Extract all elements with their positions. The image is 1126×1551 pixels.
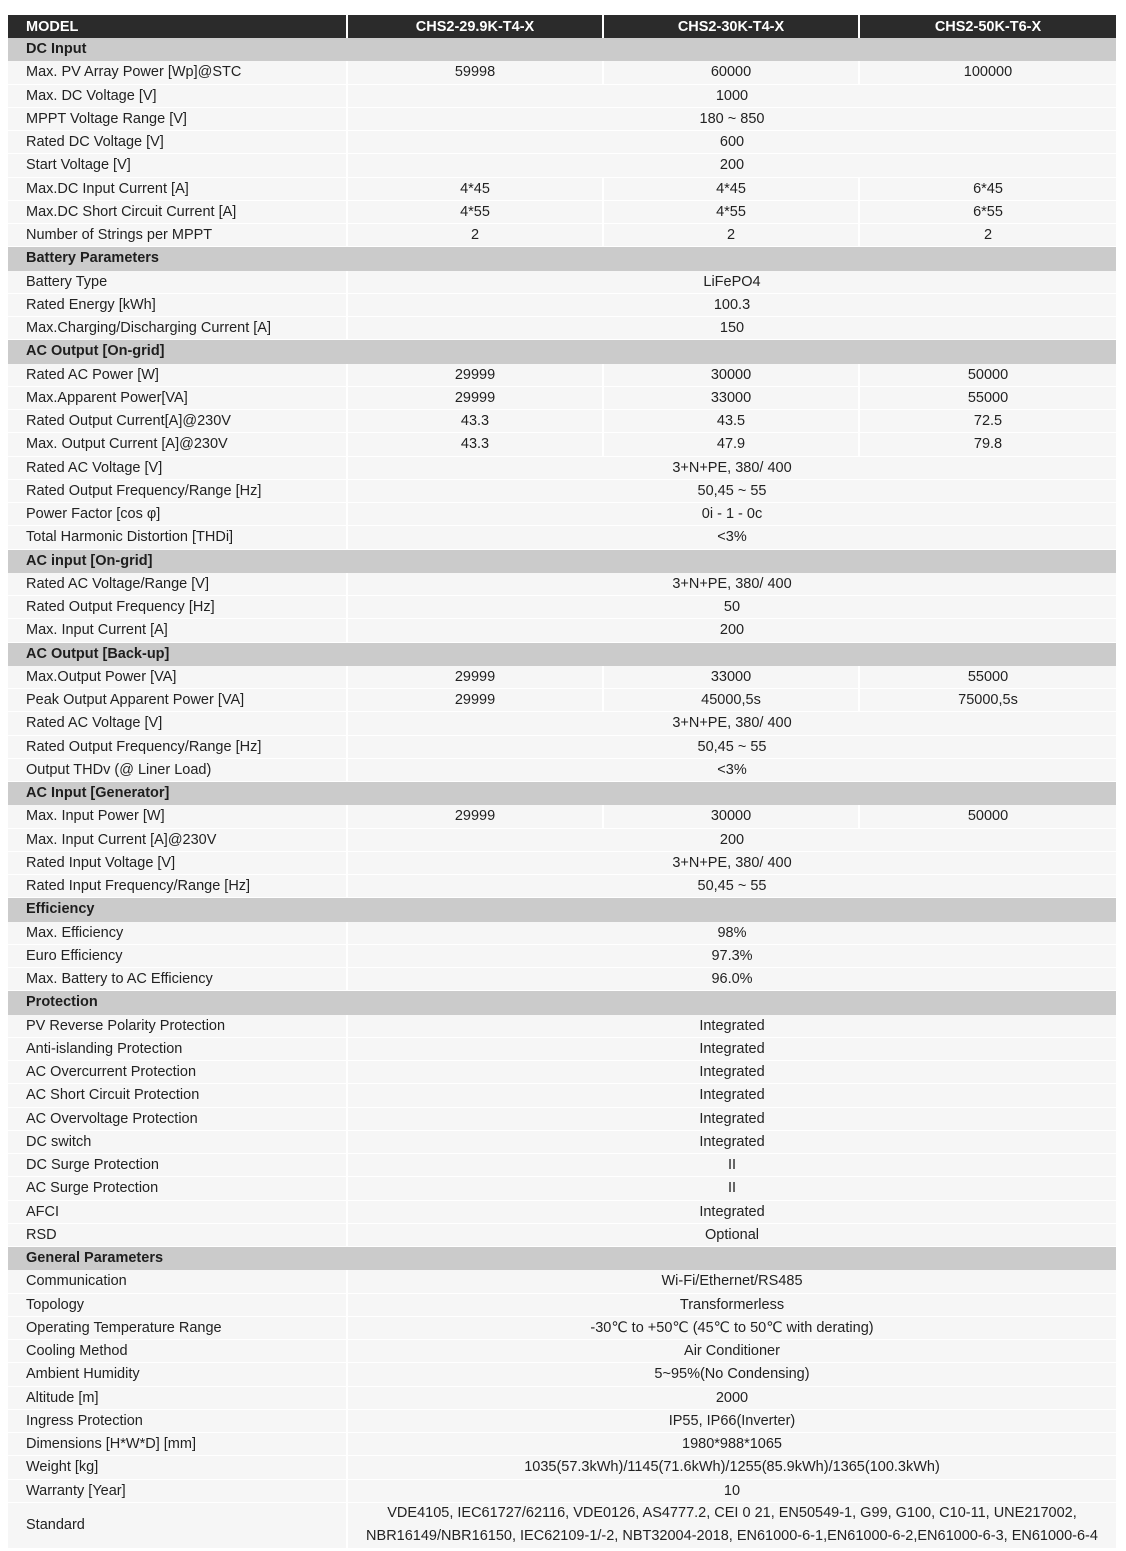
row-label: Max. DC Voltage [V] bbox=[8, 85, 348, 107]
row-label: AC Overvoltage Protection bbox=[8, 1108, 348, 1130]
row-value: 55000 bbox=[967, 668, 1009, 685]
row-value-shared: 5~95%(No Condensing) bbox=[654, 1366, 810, 1383]
row-value-shared: 98% bbox=[717, 924, 747, 941]
row-label: Rated Input Frequency/Range [Hz] bbox=[8, 875, 348, 897]
row-label: Rated AC Voltage [V] bbox=[8, 712, 348, 734]
table-row bbox=[8, 1387, 1116, 1410]
row-label: Operating Temperature Range bbox=[8, 1317, 348, 1339]
row-value: 59998 bbox=[348, 61, 604, 83]
table-row bbox=[8, 968, 1116, 991]
table-row bbox=[8, 457, 1116, 480]
section-header bbox=[8, 550, 1116, 573]
row-value-shared: Air Conditioner bbox=[684, 1343, 780, 1360]
table-row bbox=[8, 480, 1116, 503]
table-row bbox=[8, 294, 1116, 317]
row-value-shared: 3+N+PE, 380/ 400 bbox=[672, 715, 792, 732]
row-value-shared: 97.3% bbox=[711, 947, 753, 964]
row-value-shared: 180 ~ 850 bbox=[699, 110, 765, 127]
row-label: Total Harmonic Distortion [THDi] bbox=[8, 526, 348, 548]
section-header bbox=[8, 38, 1116, 61]
table-row bbox=[8, 131, 1116, 154]
table-row bbox=[8, 922, 1116, 945]
row-value-shared: II bbox=[727, 1180, 737, 1197]
section-title: AC Input [Generator] bbox=[26, 785, 170, 801]
row-value-shared: 600 bbox=[719, 134, 745, 151]
table-row bbox=[8, 433, 1116, 456]
table-row bbox=[8, 224, 1116, 247]
table-row bbox=[8, 829, 1116, 852]
section-header bbox=[8, 643, 1116, 666]
section-header bbox=[8, 898, 1116, 921]
row-label: Weight [kg] bbox=[8, 1456, 348, 1478]
row-value: 2 bbox=[348, 224, 604, 246]
row-value: 29999 bbox=[348, 364, 604, 386]
row-value-shared: 200 bbox=[719, 157, 745, 174]
spec-sheet bbox=[8, 15, 1116, 1549]
row-value-shared: Integrated bbox=[699, 1040, 765, 1057]
section-title: AC Output [Back-up] bbox=[26, 645, 170, 662]
table-row bbox=[8, 526, 1116, 549]
row-value-shared: Integrated bbox=[699, 1110, 765, 1127]
table-row bbox=[8, 1061, 1116, 1084]
row-value-shared: 10 bbox=[723, 1482, 741, 1499]
row-label: Max.Charging/Discharging Current [A] bbox=[8, 317, 348, 339]
table-row bbox=[8, 805, 1116, 828]
table-row bbox=[8, 1480, 1116, 1503]
table-row bbox=[8, 945, 1116, 968]
row-value-shared: 50 bbox=[723, 599, 741, 616]
section-title: AC Output [On-grid] bbox=[26, 343, 165, 360]
row-value: 2 bbox=[983, 227, 993, 244]
table-row bbox=[8, 852, 1116, 875]
table-row bbox=[8, 1363, 1116, 1386]
table-row bbox=[8, 154, 1116, 177]
row-value-shared: 1035(57.3kWh)/1145(71.6kWh)/1255(85.9kWh)/1365(100.3kWh) bbox=[524, 1459, 940, 1476]
row-label: Rated DC Voltage [V] bbox=[8, 131, 348, 153]
row-label: Euro Efficiency bbox=[8, 945, 348, 967]
table-row bbox=[8, 689, 1116, 712]
row-label: Start Voltage [V] bbox=[8, 154, 348, 176]
row-value: 43.5 bbox=[604, 410, 860, 432]
model-header-2: CHS2-30K-T4-X bbox=[604, 15, 860, 38]
row-label: Rated Input Voltage [V] bbox=[8, 852, 348, 874]
row-value: 29999 bbox=[348, 387, 604, 409]
row-label: Anti-islanding Protection bbox=[8, 1038, 348, 1060]
row-value-shared: VDE4105, IEC61727/62116, VDE0126, AS4777.2, CEI 0 21, EN50549-1, G99, G100, C10-11, UNE217002, NBR16149/NBR16150, IEC62109-1/-2, NBT32004-2018, EN61000-6-1,EN61000-6-2,EN61000-6-3, EN61000-6-4 bbox=[366, 1505, 1098, 1545]
table-row bbox=[8, 387, 1116, 410]
row-label: Max.Apparent Power[VA] bbox=[8, 387, 348, 409]
row-label: AC Overcurrent Protection bbox=[8, 1061, 348, 1083]
table-row bbox=[8, 410, 1116, 433]
row-value: 30000 bbox=[604, 364, 860, 386]
row-value: 4*55 bbox=[348, 201, 604, 223]
table-row bbox=[8, 201, 1116, 224]
section-title: DC Input bbox=[26, 41, 87, 57]
table-row bbox=[8, 1108, 1116, 1131]
row-label: RSD bbox=[8, 1224, 348, 1246]
row-label: Topology bbox=[8, 1294, 348, 1316]
section-header bbox=[8, 1247, 1116, 1270]
row-value-shared: 1980*988*1065 bbox=[682, 1436, 782, 1453]
row-label: Max. Output Current [A]@230V bbox=[8, 433, 348, 455]
table-row bbox=[8, 1131, 1116, 1154]
row-value-shared: <3% bbox=[717, 761, 747, 778]
row-value-shared: 150 bbox=[719, 320, 745, 337]
row-value: 45000,5s bbox=[604, 689, 860, 711]
table-row bbox=[8, 1154, 1116, 1177]
row-label: Max.Output Power [VA] bbox=[8, 666, 348, 688]
table-row bbox=[8, 712, 1116, 735]
row-value: 75000,5s bbox=[958, 692, 1018, 709]
row-value: 43.3 bbox=[348, 410, 604, 432]
row-value-shared: 1000 bbox=[715, 87, 749, 104]
row-label: Battery Type bbox=[8, 271, 348, 293]
row-value: 6*45 bbox=[973, 180, 1003, 197]
row-label: AC Short Circuit Protection bbox=[8, 1084, 348, 1106]
row-value: 33000 bbox=[604, 666, 860, 688]
section-header bbox=[8, 782, 1116, 805]
row-value: 4*45 bbox=[348, 178, 604, 200]
section-title: Battery Parameters bbox=[26, 250, 159, 267]
row-value-shared: 50,45 ~ 55 bbox=[697, 878, 767, 895]
table-row bbox=[8, 61, 1116, 84]
row-value-shared: 50,45 ~ 55 bbox=[697, 482, 767, 499]
table-row bbox=[8, 1015, 1116, 1038]
row-label: Max. Input Current [A] bbox=[8, 619, 348, 641]
row-value-shared: 50,45 ~ 55 bbox=[697, 738, 767, 755]
row-label: Rated Output Frequency [Hz] bbox=[8, 596, 348, 618]
table-row bbox=[8, 1038, 1116, 1061]
row-value-shared: IP55, IP66(Inverter) bbox=[668, 1412, 796, 1429]
row-value-shared: Integrated bbox=[699, 1203, 765, 1220]
row-value-shared: 96.0% bbox=[711, 971, 753, 988]
row-label: Power Factor [cos φ] bbox=[8, 503, 348, 525]
table-row bbox=[8, 573, 1116, 596]
table-row bbox=[8, 1294, 1116, 1317]
table-row bbox=[8, 317, 1116, 340]
row-value: 79.8 bbox=[973, 436, 1003, 453]
row-value-shared: Transformerless bbox=[679, 1296, 785, 1313]
row-value: 29999 bbox=[348, 689, 604, 711]
table-row bbox=[8, 1340, 1116, 1363]
table-row bbox=[8, 108, 1116, 131]
row-value: 60000 bbox=[604, 61, 860, 83]
row-label: Rated Output Frequency/Range [Hz] bbox=[8, 736, 348, 758]
table-row bbox=[8, 1084, 1116, 1107]
row-value-shared: -30℃ to +50℃ (45℃ to 50℃ with derating) bbox=[590, 1319, 874, 1336]
table-row bbox=[8, 1224, 1116, 1247]
table-row bbox=[8, 1270, 1116, 1293]
table-row bbox=[8, 875, 1116, 898]
table-row bbox=[8, 271, 1116, 294]
row-value-shared: Wi-Fi/Ethernet/RS485 bbox=[661, 1273, 803, 1290]
row-label: Rated AC Voltage [V] bbox=[8, 457, 348, 479]
row-label: Number of Strings per MPPT bbox=[8, 224, 348, 246]
row-value-shared: 3+N+PE, 380/ 400 bbox=[672, 459, 792, 476]
row-label: Max. Input Power [W] bbox=[8, 805, 348, 827]
section-title: AC input [On-grid] bbox=[26, 552, 153, 569]
row-label: Output THDv (@ Liner Load) bbox=[8, 759, 348, 781]
section-title: Protection bbox=[26, 994, 98, 1011]
row-value: 100000 bbox=[963, 64, 1013, 81]
table-row bbox=[8, 596, 1116, 619]
row-value: 50000 bbox=[967, 366, 1009, 383]
table-row bbox=[8, 1177, 1116, 1200]
row-label: Warranty [Year] bbox=[8, 1480, 348, 1502]
row-value: 33000 bbox=[604, 387, 860, 409]
row-value: 55000 bbox=[967, 389, 1009, 406]
row-label: Communication bbox=[8, 1270, 348, 1292]
row-value-shared: 2000 bbox=[715, 1389, 749, 1406]
row-value-shared: 3+N+PE, 380/ 400 bbox=[672, 854, 792, 871]
row-value: 47.9 bbox=[604, 433, 860, 455]
row-value: 30000 bbox=[604, 805, 860, 827]
row-label: Standard bbox=[8, 1503, 348, 1548]
section-header bbox=[8, 247, 1116, 270]
table-row bbox=[8, 1317, 1116, 1340]
row-value: 29999 bbox=[348, 805, 604, 827]
row-value: 4*55 bbox=[604, 201, 860, 223]
row-label: AFCI bbox=[8, 1201, 348, 1223]
model-header-3: CHS2-50K-T6-X bbox=[934, 18, 1042, 35]
table-row bbox=[8, 364, 1116, 387]
row-value-shared: Integrated bbox=[699, 1064, 765, 1081]
row-label: Rated AC Voltage/Range [V] bbox=[8, 573, 348, 595]
row-label: Dimensions [H*W*D] [mm] bbox=[8, 1433, 348, 1455]
row-label: Rated Output Frequency/Range [Hz] bbox=[8, 480, 348, 502]
row-value-shared: II bbox=[727, 1157, 737, 1174]
row-value: 2 bbox=[604, 224, 860, 246]
row-value: 50000 bbox=[967, 808, 1009, 825]
model-header-row bbox=[8, 15, 1116, 38]
row-label: DC Surge Protection bbox=[8, 1154, 348, 1176]
section-title: General Parameters bbox=[26, 1250, 164, 1266]
row-value: 29999 bbox=[348, 666, 604, 688]
table-row bbox=[8, 1503, 1116, 1549]
table-row bbox=[8, 1201, 1116, 1224]
row-value-shared: Integrated bbox=[699, 1087, 765, 1104]
table-row bbox=[8, 1410, 1116, 1433]
row-value-shared: 3+N+PE, 380/ 400 bbox=[672, 575, 792, 592]
row-label: Rated Energy [kWh] bbox=[8, 294, 348, 316]
row-label: Peak Output Apparent Power [VA] bbox=[8, 689, 348, 711]
section-header bbox=[8, 340, 1116, 363]
row-value-shared: <3% bbox=[717, 529, 747, 546]
row-label: Altitude [m] bbox=[8, 1387, 348, 1409]
row-value: 4*45 bbox=[604, 178, 860, 200]
row-value-shared: Integrated bbox=[699, 1133, 765, 1150]
model-header-label: MODEL bbox=[8, 15, 348, 38]
section-header bbox=[8, 991, 1116, 1014]
row-value-shared: 200 bbox=[719, 622, 745, 639]
row-value: 6*55 bbox=[973, 203, 1003, 220]
section-title: Efficiency bbox=[26, 901, 95, 918]
table-row bbox=[8, 503, 1116, 526]
row-label: AC Surge Protection bbox=[8, 1177, 348, 1199]
row-value: 72.5 bbox=[973, 413, 1003, 430]
table-row bbox=[8, 619, 1116, 642]
table-row bbox=[8, 759, 1116, 782]
row-label: Rated Output Current[A]@230V bbox=[8, 410, 348, 432]
table-row bbox=[8, 1433, 1116, 1456]
row-label: DC switch bbox=[8, 1131, 348, 1153]
row-label: Max.DC Short Circuit Current [A] bbox=[8, 201, 348, 223]
row-value-shared: 100.3 bbox=[713, 296, 751, 313]
row-label: Ambient Humidity bbox=[8, 1363, 348, 1385]
row-label: Max.DC Input Current [A] bbox=[8, 178, 348, 200]
row-label: MPPT Voltage Range [V] bbox=[8, 108, 348, 130]
row-label: PV Reverse Polarity Protection bbox=[8, 1015, 348, 1037]
row-label: Max. PV Array Power [Wp]@STC bbox=[8, 61, 348, 83]
row-label: Cooling Method bbox=[8, 1340, 348, 1362]
row-label: Max. Efficiency bbox=[8, 922, 348, 944]
table-row bbox=[8, 736, 1116, 759]
table-row bbox=[8, 85, 1116, 108]
row-label: Max. Input Current [A]@230V bbox=[8, 829, 348, 851]
table-row bbox=[8, 1456, 1116, 1479]
row-value: 43.3 bbox=[348, 433, 604, 455]
spec-table-body bbox=[8, 38, 1116, 1549]
row-value-shared: Optional bbox=[704, 1226, 759, 1243]
row-label: Ingress Protection bbox=[8, 1410, 348, 1432]
model-header-1: CHS2-29.9K-T4-X bbox=[348, 15, 604, 38]
row-value-shared: 200 bbox=[719, 831, 745, 848]
row-value-shared: Integrated bbox=[699, 1017, 765, 1034]
row-value-shared: LiFePO4 bbox=[703, 273, 761, 290]
row-label: Rated AC Power [W] bbox=[8, 364, 348, 386]
table-row bbox=[8, 178, 1116, 201]
row-label: Max. Battery to AC Efficiency bbox=[8, 968, 348, 990]
table-row bbox=[8, 666, 1116, 689]
row-value-shared: 0i - 1 - 0c bbox=[701, 506, 763, 523]
